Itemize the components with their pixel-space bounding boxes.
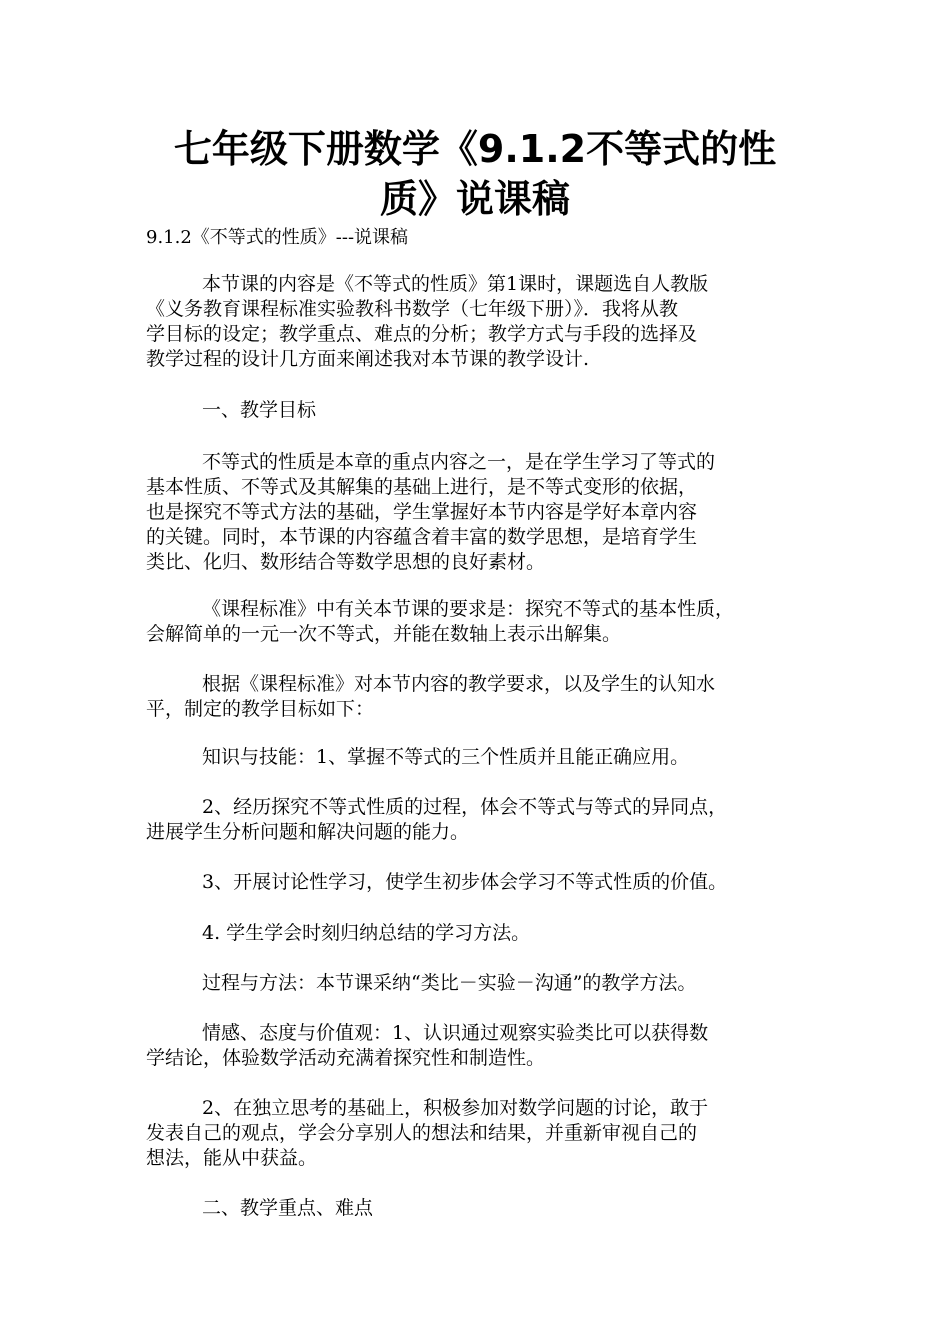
text-line: 情感、态度与价值观：1、认识通过观察实验类比可以获得数 [202, 1022, 709, 1044]
knowledge-skill-item-4 [146, 921, 818, 946]
text-line: 3、开展讨论性学习，使学生初步体会学习不等式性质的价值。 [202, 871, 728, 893]
knowledge-skill-item-2 [146, 795, 818, 845]
text-line: 也是探究不等式方法的基础，学生掌握好本节内容是学好本章内容 [146, 501, 698, 523]
knowledge-skill-item-1 [146, 745, 818, 770]
attitude-values-item-2 [146, 1096, 818, 1171]
text-line: 类比、化归、数形结合等数学思想的良好素材。 [146, 551, 546, 573]
text-line: 二、教学重点、难点 [202, 1197, 374, 1219]
section-heading-objectives [146, 398, 818, 423]
attitude-values-item-1 [146, 1021, 818, 1071]
objectives-intro-paragraph [146, 672, 818, 722]
text-line: 教学过程的设计几方面来阐述我对本节课的教学设计. [146, 348, 590, 370]
knowledge-skill-item-3 [146, 870, 818, 895]
document-title-line-1: 七年级下册数学《9.1.2不等式的性 [173, 127, 777, 171]
text-line: 一、教学目标 [202, 399, 317, 421]
text-line: 进展学生分析问题和解决问题的能力。 [146, 821, 470, 843]
text-line: 想法，能从中获益。 [146, 1147, 318, 1169]
text-line: 学目标的设定；教学重点、难点的分析；教学方式与手段的选择及 [146, 323, 698, 345]
text-line: 学结论，体验数学活动充满着探究性和制造性。 [146, 1047, 546, 1069]
intro-paragraph [146, 272, 818, 372]
text-line: 基本性质、不等式及其解集的基础上进行，是不等式变形的依据， [146, 476, 698, 498]
text-line: 发表自己的观点，学会分享别人的想法和结果，并重新审视自己的 [146, 1122, 698, 1144]
text-line: 《课程标准》中有关本节课的要求是：探究不等式的基本性质， [202, 598, 735, 620]
document-title-line-2: 质》说课稿 [379, 177, 570, 221]
document-subtitle: 9.1.2《不等式的性质》---说课稿 [146, 227, 409, 248]
process-method-paragraph [146, 971, 818, 996]
text-line: 的关键。同时，本节课的内容蕴含着丰富的数学思想，是培育学生 [146, 526, 698, 548]
curriculum-standard-paragraph [146, 597, 818, 647]
text-line: 《义务教育课程标准实验教科书数学（七年级下册）》．我将从教 [146, 298, 679, 320]
content-importance-paragraph [146, 450, 818, 575]
text-line: 2、经历探究不等式性质的过程，体会不等式与等式的异同点， [202, 796, 728, 818]
text-line: 本节课的内容是《不等式的性质》第1课时，课题选自人教版 [202, 273, 709, 295]
section-heading-key-points [146, 1196, 818, 1221]
text-line: 2、在独立思考的基础上，积极参加对数学问题的讨论，敢于 [202, 1097, 709, 1119]
text-line: 不等式的性质是本章的重点内容之一，是在学生学习了等式的 [202, 451, 716, 473]
text-line: 4. 学生学会时刻归纳总结的学习方法。 [202, 922, 531, 944]
text-line: 知识与技能：1、掌握不等式的三个性质并且能正确应用。 [202, 746, 690, 768]
text-line: 过程与方法：本节课采纳“类比－实验－沟通”的教学方法。 [202, 972, 697, 994]
text-line: 会解简单的一元一次不等式，并能在数轴上表示出解集。 [146, 623, 622, 645]
text-line: 根据《课程标准》对本节内容的教学要求，以及学生的认知水 [202, 673, 716, 695]
text-line: 平，制定的教学目标如下： [146, 698, 375, 720]
